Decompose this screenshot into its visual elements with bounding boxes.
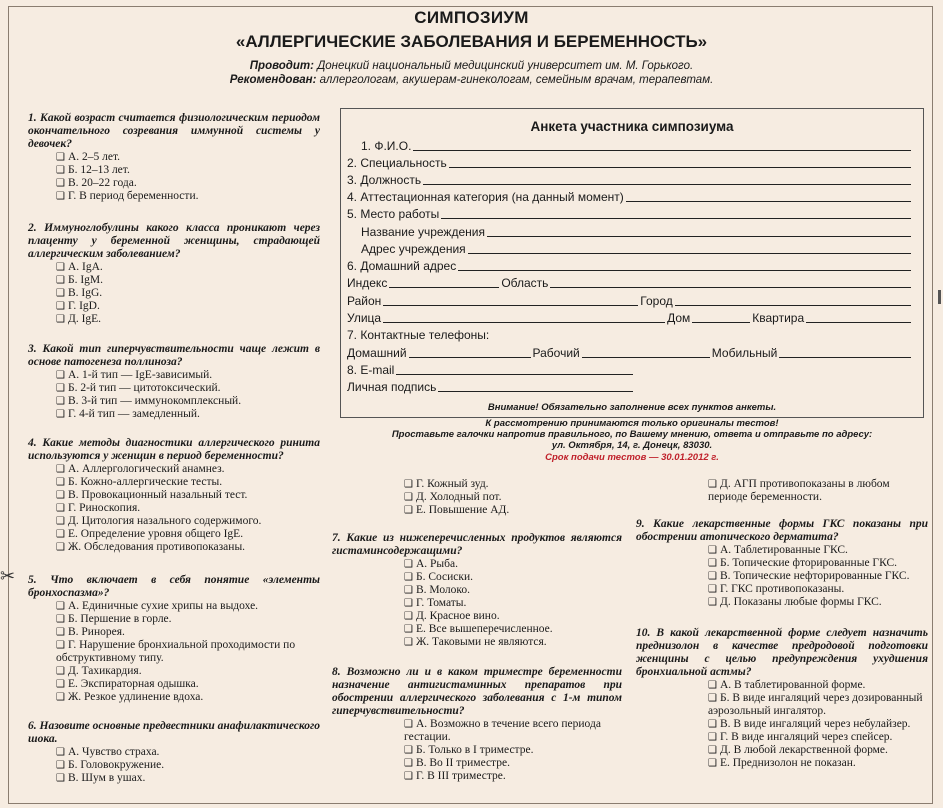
- checkbox-icon[interactable]: ❑: [56, 627, 65, 638]
- answer-option[interactable]: ❑ Е. Преднизолон не показан.: [708, 757, 856, 769]
- question-9: [636, 518, 928, 609]
- answer-option[interactable]: ❑ А. Чувство страха.: [56, 746, 160, 758]
- index-region-row[interactable]: [347, 276, 913, 290]
- checkbox-icon[interactable]: ❑: [708, 758, 717, 769]
- question-4: [28, 437, 320, 554]
- answer-option[interactable]: ❑ А. Аллергологический анамнез.: [56, 463, 225, 475]
- email-label: 8. E-mail: [347, 363, 395, 377]
- region-field[interactable]: [550, 286, 911, 288]
- fio-field[interactable]: [413, 149, 911, 151]
- home-address-field[interactable]: [458, 269, 911, 271]
- specialty-row[interactable]: [347, 156, 913, 170]
- checkbox-icon[interactable]: ❑: [404, 758, 413, 769]
- district-label: Район: [347, 294, 382, 308]
- checkbox-icon[interactable]: ❑: [56, 516, 65, 527]
- checkbox-icon[interactable]: ❑: [56, 396, 65, 407]
- answer-option[interactable]: ❑ Б. Головокружение.: [56, 759, 165, 771]
- checkbox-icon[interactable]: ❑: [708, 680, 717, 691]
- question-1: [28, 112, 320, 203]
- answer-option[interactable]: ❑ Д. Красное вино.: [404, 610, 500, 622]
- checkbox-icon[interactable]: ❑: [56, 477, 65, 488]
- fio-row[interactable]: [361, 139, 913, 153]
- answer-option[interactable]: ❑ В. IgG.: [56, 287, 103, 299]
- district-city-row[interactable]: [347, 294, 913, 308]
- checkbox-icon[interactable]: ❑: [56, 262, 65, 273]
- answer-option[interactable]: ❑ Г. В период беременности.: [56, 190, 199, 202]
- checkbox-icon[interactable]: ❑: [404, 479, 413, 490]
- answer-option[interactable]: ❑ Д. В любой лекарственной форме.: [708, 744, 888, 756]
- question-title: 3. Какой тип гиперчувствительности чаще лежит в основе патогенеза поллиноза?: [28, 343, 320, 368]
- inst-name-field[interactable]: [487, 235, 911, 237]
- home-address-label: 6. Домашний адрес: [347, 259, 457, 273]
- checkbox-icon[interactable]: ❑: [404, 611, 413, 622]
- checkbox-icon[interactable]: ❑: [56, 275, 65, 286]
- answer-option[interactable]: ❑ Д. АГП противопоказаны в любом периоде беременности.: [708, 478, 890, 503]
- checkbox-icon[interactable]: ❑: [404, 637, 413, 648]
- recommended-value: аллергологам, акушерам-гинекологам, семейным врачам, терапевтам.: [319, 74, 714, 86]
- answer-option[interactable]: ❑ А. 2–5 лет.: [56, 151, 121, 163]
- question-title: 9. Какие лекарственные формы ГКС показаны при обострении атопического дерматита?: [636, 518, 928, 543]
- checkbox-icon[interactable]: ❑: [56, 464, 65, 475]
- participant-form: [340, 108, 924, 418]
- recommended-label: Рекомендован:: [229, 74, 317, 86]
- conducts-value: Донецкий национальный медицинский университет им. М. Горького.: [317, 60, 694, 72]
- answer-option[interactable]: ❑ В. Молоко.: [404, 584, 471, 596]
- region-label: Область: [501, 276, 549, 290]
- index-label: Индекс: [347, 276, 388, 290]
- answer-option[interactable]: ❑ Д. Цитология назального содержимого.: [56, 515, 262, 527]
- page-subtitle: «АЛЛЕРГИЧЕСКИЕ ЗАБОЛЕВАНИЯ И БЕРЕМЕННОСТЬ»: [235, 32, 708, 51]
- answer-option[interactable]: ❑ Г. IgD.: [56, 300, 100, 312]
- answer-option[interactable]: ❑ Е. Повышение АД.: [404, 504, 510, 516]
- checkbox-icon[interactable]: ❑: [708, 479, 717, 490]
- street-label: Улица: [347, 311, 382, 325]
- answer-option[interactable]: ❑ Е. Определение уровня общего IgE.: [56, 528, 244, 540]
- answer-option[interactable]: ❑ Г. 4-й тип — замедленный.: [56, 408, 200, 420]
- checkbox-icon[interactable]: ❑: [56, 679, 65, 690]
- checkbox-icon[interactable]: ❑: [56, 614, 65, 625]
- answer-option[interactable]: ❑ Д. Тахикардия.: [56, 665, 142, 677]
- phones-label: 7. Контактные телефоны:: [347, 328, 490, 342]
- checkbox-icon[interactable]: ❑: [708, 545, 717, 556]
- answer-option[interactable]: ❑ Б. Только в I триместре.: [404, 744, 534, 756]
- form-title: Анкета участника симпозиума: [530, 119, 734, 134]
- answer-option[interactable]: ❑ Б. В виде ингаляций через дозированный аэрозольный ингалятор.: [708, 692, 923, 717]
- answer-option[interactable]: ❑ А. IgA.: [56, 261, 103, 273]
- home-phone-field[interactable]: [409, 356, 531, 358]
- signature-row[interactable]: [347, 380, 635, 394]
- mobile-phone-label: Мобильный: [711, 346, 778, 360]
- inst-name-label: Название учреждения: [361, 225, 485, 239]
- checkbox-icon[interactable]: ❑: [404, 492, 413, 503]
- checkbox-icon[interactable]: ❑: [404, 719, 413, 730]
- checkbox-icon[interactable]: ❑: [404, 572, 413, 583]
- checkbox-icon[interactable]: ❑: [56, 370, 65, 381]
- page-title: СИМПОЗИУМ: [414, 8, 529, 27]
- question-title: 4. Какие методы диагностики аллергического ринита используются у женщин в период беременности?: [28, 437, 320, 462]
- question-title: 6. Назовите основные предвестники анафилактического шока.: [28, 720, 321, 745]
- scissors-icon: ✂: [0, 566, 16, 587]
- checkbox-icon[interactable]: ❑: [708, 558, 717, 569]
- question-2: [28, 222, 320, 326]
- answer-option[interactable]: ❑ Г. Кожный зуд.: [404, 478, 489, 490]
- answer-option[interactable]: ❑ Г. Томаты.: [404, 597, 467, 609]
- form-note: Внимание! Обязательно заполнение всех пунктов анкеты.: [487, 402, 777, 413]
- checkbox-icon[interactable]: ❑: [404, 771, 413, 782]
- question-6: [28, 720, 320, 785]
- question-title: 10. В какой лекарственной форме следует назначить преднизолон в качестве предродовой подготовки женщины с целью предупреждения ухудшения бронхиальной астмы?: [636, 627, 928, 678]
- answer-option[interactable]: ❑ Б. IgM.: [56, 274, 104, 286]
- phones-row[interactable]: [347, 346, 913, 360]
- question-8: [332, 666, 622, 783]
- signature-label: Личная подпись: [347, 380, 437, 394]
- specialty-field[interactable]: [449, 166, 911, 168]
- inst-name-row[interactable]: [361, 225, 913, 239]
- question-title: 7. Какие из нижеперечисленных продуктов являются гистаминсодержащими?: [332, 532, 622, 557]
- answer-option[interactable]: ❑ В. В виде ингаляций через небулайзер.: [708, 718, 911, 730]
- category-row[interactable]: [347, 190, 913, 204]
- checkbox-icon[interactable]: ❑: [56, 409, 65, 420]
- city-label: Город: [640, 294, 673, 308]
- apartment-field[interactable]: [806, 321, 911, 323]
- deadline: Срок подачи тестов — 30.01.2012 г.: [545, 452, 719, 463]
- answer-option[interactable]: ❑ Б. 12–13 лет.: [56, 164, 130, 176]
- answer-option[interactable]: ❑ А. Единичные сухие хрипы на выдохе.: [56, 600, 259, 612]
- category-label: 4. Аттестационная категория (на данный момент): [347, 190, 624, 204]
- answer-option[interactable]: ❑ В. 3-й тип — иммунокомплексный.: [56, 395, 242, 407]
- answer-option[interactable]: ❑ Г. В виде ингаляций через спейсер.: [708, 731, 893, 743]
- fio-label: 1. Ф.И.О.: [361, 139, 412, 153]
- checkbox-icon[interactable]: ❑: [56, 288, 65, 299]
- checkbox-icon[interactable]: ❑: [404, 559, 413, 570]
- email-row[interactable]: [347, 363, 635, 377]
- position-field[interactable]: [423, 183, 911, 185]
- street-row[interactable]: [347, 311, 913, 325]
- answer-option[interactable]: ❑ Б. 2-й тип — цитотоксический.: [56, 382, 221, 394]
- conducts-line: [0, 60, 943, 72]
- inst-address-label: Адрес учреждения: [361, 242, 466, 256]
- answer-option[interactable]: ❑ В. Во II триместре.: [404, 757, 510, 769]
- answer-option[interactable]: ❑ Б. Топические фторированные ГКС.: [708, 557, 897, 569]
- answer-option[interactable]: ❑ Г. В III триместре.: [404, 770, 506, 782]
- checkbox-icon[interactable]: ❑: [56, 529, 65, 540]
- checkbox-icon[interactable]: ❑: [708, 571, 717, 582]
- checkbox-icon[interactable]: ❑: [708, 597, 717, 608]
- checkbox-icon[interactable]: ❑: [56, 178, 65, 189]
- answer-option[interactable]: ❑ В. Ринорея.: [56, 626, 125, 638]
- checkbox-icon[interactable]: ❑: [708, 732, 717, 743]
- instruction-originals: К рассмотрению принимаются только оригиналы тестов!: [485, 418, 779, 429]
- answer-option[interactable]: ❑ Д. Показаны любые формы ГКС.: [708, 596, 882, 608]
- checkbox-icon[interactable]: ❑: [708, 719, 717, 730]
- question-3: [28, 343, 320, 421]
- question-title: 2. Иммуноглобулины какого класса проникают через плаценту у беременной женщины, страдающей аллергическим заболеванием?: [28, 222, 320, 260]
- email-field[interactable]: [396, 373, 633, 375]
- answer-option[interactable]: ❑ Ж. Таковыми не являются.: [404, 636, 547, 648]
- position-row[interactable]: [347, 173, 913, 187]
- instruction-address: ул. Октября, 14, г. Донецк, 83030.: [551, 440, 713, 451]
- checkbox-icon[interactable]: ❑: [708, 745, 717, 756]
- workplace-label: 5. Место работы: [347, 207, 440, 221]
- answer-option[interactable]: ❑ В. Топические нефторированные ГКС.: [708, 570, 910, 582]
- checkbox-icon[interactable]: ❑: [56, 760, 65, 771]
- house-label: Дом: [667, 311, 691, 325]
- inst-address-field[interactable]: [468, 252, 911, 254]
- checkbox-icon[interactable]: ❑: [56, 383, 65, 394]
- checkbox-icon[interactable]: ❑: [404, 745, 413, 756]
- work-phone-label: Рабочий: [532, 346, 580, 360]
- checkbox-icon[interactable]: ❑: [56, 773, 65, 784]
- answer-option[interactable]: ❑ Г. Нарушение бронхиальной проходимости по обструктивному типу.: [56, 639, 296, 664]
- checkbox-icon[interactable]: ❑: [56, 640, 65, 651]
- home-phone-label: Домашний: [347, 346, 407, 360]
- category-field[interactable]: [626, 200, 911, 202]
- street-field[interactable]: [383, 321, 665, 323]
- answer-option[interactable]: ❑ Б. Кожно-аллергические тесты.: [56, 476, 223, 488]
- checkbox-icon[interactable]: ❑: [56, 503, 65, 514]
- checkbox-icon[interactable]: ❑: [56, 692, 65, 703]
- question-5: [28, 574, 320, 704]
- checkbox-icon[interactable]: ❑: [56, 542, 65, 553]
- answer-option[interactable]: ❑ Ж. Резкое удлинение вдоха.: [56, 691, 204, 703]
- home-address-row[interactable]: [347, 259, 913, 273]
- question-6-continued: [332, 478, 622, 517]
- edge-mark: [938, 290, 941, 304]
- answer-option[interactable]: ❑ Е. Все вышеперечисленное.: [404, 623, 553, 635]
- answer-option[interactable]: ❑ В. Шум в ушах.: [56, 772, 146, 784]
- question-title: 8. Возможно ли и в каком триместре беременности назначение антигистаминных препаратов при обострении аллергического заболевания с 1-м типом гиперчувствительности?: [332, 666, 622, 717]
- checkbox-icon[interactable]: ❑: [56, 152, 65, 163]
- answer-option[interactable]: ❑ Б. Сосиски.: [404, 571, 474, 583]
- answer-option[interactable]: ❑ Е. Экспираторная одышка.: [56, 678, 199, 690]
- checkbox-icon[interactable]: ❑: [56, 314, 65, 325]
- answer-option[interactable]: ❑ Д. IgE.: [56, 313, 102, 325]
- signature-field[interactable]: [438, 390, 633, 392]
- mobile-phone-field[interactable]: [779, 356, 911, 358]
- checkbox-icon[interactable]: ❑: [404, 624, 413, 635]
- answer-option[interactable]: ❑ А. Рыба.: [404, 558, 458, 570]
- question-8-continued: [636, 478, 928, 504]
- answer-option[interactable]: ❑ Д. Холодный пот.: [404, 491, 502, 503]
- workplace-row[interactable]: [347, 207, 913, 221]
- apartment-label: Квартира: [752, 311, 805, 325]
- answer-option[interactable]: ❑ В. 20–22 года.: [56, 177, 137, 189]
- answer-option[interactable]: ❑ А. Таблетированные ГКС.: [708, 544, 848, 556]
- answer-option[interactable]: ❑ А. В таблетированной форме.: [708, 679, 866, 691]
- question-title: 1. Какой возраст считается физиологическим периодом окончательного созревания иммунной системы у девочек?: [28, 112, 320, 150]
- checkbox-icon[interactable]: ❑: [404, 598, 413, 609]
- recommended-line: [0, 74, 943, 86]
- specialty-label: 2. Специальность: [347, 156, 447, 170]
- answer-option[interactable]: ❑ Г. ГКС противопоказаны.: [708, 583, 845, 595]
- checkbox-icon[interactable]: ❑: [56, 191, 65, 202]
- answer-option[interactable]: ❑ Б. Першение в горле.: [56, 613, 172, 625]
- conducts-label: Проводит:: [249, 60, 314, 72]
- house-field[interactable]: [692, 321, 750, 323]
- checkbox-icon[interactable]: ❑: [56, 165, 65, 176]
- question-title: 5. Что включает в себя понятие «элементы бронхоспазма»?: [28, 574, 320, 599]
- inst-address-row[interactable]: [361, 242, 913, 256]
- question-7: [332, 532, 622, 649]
- checkbox-icon[interactable]: ❑: [708, 693, 717, 704]
- answer-option[interactable]: ❑ В. Провокационный назальный тест.: [56, 489, 248, 501]
- district-field[interactable]: [383, 304, 638, 306]
- question-10: [636, 627, 928, 770]
- phones-heading-row: [347, 328, 913, 342]
- position-label: 3. Должность: [347, 173, 422, 187]
- checkbox-icon[interactable]: ❑: [404, 585, 413, 596]
- checkbox-icon[interactable]: ❑: [404, 505, 413, 516]
- workplace-field[interactable]: [441, 217, 911, 219]
- checkbox-icon[interactable]: ❑: [708, 584, 717, 595]
- checkbox-icon[interactable]: ❑: [56, 301, 65, 312]
- answer-option[interactable]: ❑ Г. Риноскопия.: [56, 502, 141, 514]
- answer-option[interactable]: ❑ Ж. Обследования противопоказаны.: [56, 541, 246, 553]
- city-field[interactable]: [675, 304, 911, 306]
- work-phone-field[interactable]: [582, 356, 710, 358]
- checkbox-icon[interactable]: ❑: [56, 747, 65, 758]
- answer-option[interactable]: ❑ А. Возможно в течение всего периода гестации.: [404, 718, 601, 743]
- instruction-send: Проставьте галочки напротив правильного, по Вашему мнению, ответа и отправьте по адресу:: [391, 429, 873, 440]
- index-field[interactable]: [389, 286, 499, 288]
- checkbox-icon[interactable]: ❑: [56, 666, 65, 677]
- answer-option[interactable]: ❑ А. 1-й тип — IgE-зависимый.: [56, 369, 213, 381]
- checkbox-icon[interactable]: ❑: [56, 490, 65, 501]
- checkbox-icon[interactable]: ❑: [56, 601, 65, 612]
